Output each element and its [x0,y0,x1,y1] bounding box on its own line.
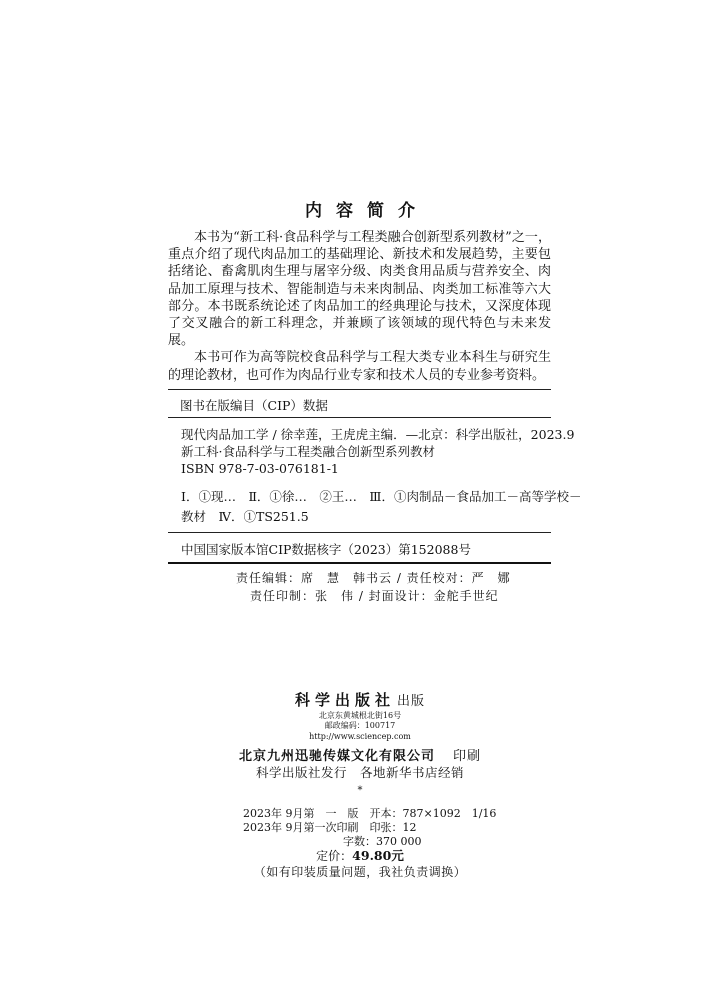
separator-asterisk: * [357,785,363,796]
cip-approval [181,541,546,558]
production-credits: 责任印制：张 伟 / 封面设计：金舵手世纪 [250,589,499,603]
cip-title: 图书在版编目（CIP）数据 [180,398,328,413]
cip-classification-line: Ⅰ．①现… Ⅱ．①徐… ②王… Ⅲ．①肉制品－食品加工－高等学校－ [181,489,582,504]
printer-name: 北京九州迅驰传媒文化有限公司 [238,749,435,764]
price-value: 49.80元 [352,848,404,863]
cip-classification [181,487,582,527]
cip-top-rule [168,389,551,390]
publisher-suffix: 出版 [397,694,426,709]
publisher-postcode: 邮政编码：100717 [324,721,396,730]
printing-line: 2023年 9月第一次印刷 印张：12 [243,821,417,834]
price-line [0,846,720,864]
publisher-address: 北京东黄城根北街16号 [318,711,402,720]
edition-line: 2023年 9月第 一 版 开本：787×1092 1/16 [243,807,497,820]
publisher-name: 科学出版社 [294,691,395,709]
cip-entry [181,426,575,477]
summary-title: 内容简介 [305,201,429,221]
word-count: 字数：370 000 [343,835,422,848]
summary-paragraph-1: 本书为“新工科·食品科学与工程类融合创新型系列教材”之一，重点介绍了现代肉品加工的基础理论、新技术和发展趋势，主要包括绪论、畜禽肌肉生理与屠宰分级、肉类食用品质与营养安全、肉品加工原理与技术、智能制造与未来肉制品、肉类加工标准等六大部分。本书既系统论述了肉品加工的经典理论与技术，又深度体现了交叉融合的新工科理念，并兼顾了该领域的现代特色与未来发展。 [168,230,551,349]
summary-paragraph-2: 本书可作为高等院校食品科学与工程大类专业本科生与研究生的理论教材，也可作为肉品行业专家和技术人员的专业参考资料。 [168,350,551,383]
cip-classification-line: 教材 Ⅳ．①TS251.5 [181,509,309,524]
cip-entry-line: 现代肉品加工学 / 徐幸莲，王虎虎主编．—北京：科学出版社，2023.9 [181,427,575,442]
quality-notice: （如有印装质量问题，我社负责调换） [253,865,467,879]
summary-body [168,229,551,384]
publisher-website: http://www.sciencep.com [309,732,411,741]
cip-title-rule [168,417,551,418]
cip-approval-number: 中国国家版本馆CIP数据核字（2023）第152088号 [181,542,471,557]
cip-entry-line: 新工科·食品科学与工程类融合创新型系列教材 [181,444,435,459]
cip-entry-line: ISBN 978-7-03-076181-1 [181,461,339,476]
editor-credits: 责任编辑：席 慧 韩书云 / 责任校对：严 娜 [236,571,511,585]
publisher-name-line [0,689,720,710]
printer-line [0,745,720,764]
printer-suffix: 印刷 [453,749,482,764]
cip-middle-rule [168,532,551,533]
price-label: 定价： [316,849,353,863]
distribution-line: 科学出版社发行 各地新华书店经销 [255,765,464,780]
cip-bottom-rule [168,562,551,564]
